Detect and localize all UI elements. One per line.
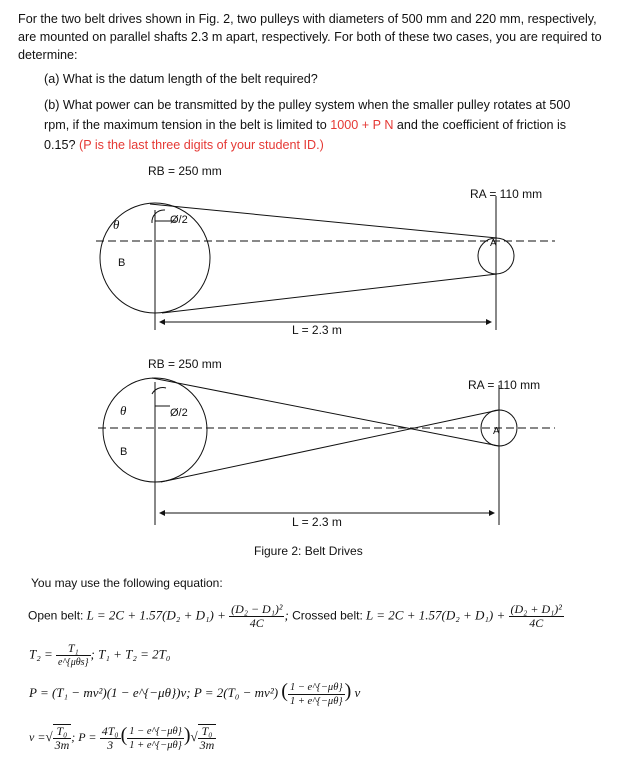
crossed-belt-label: Crossed belt: (292, 608, 363, 623)
open-belt-fraction (229, 603, 284, 630)
open-belt-den: 4C (249, 616, 264, 630)
p1-end: v (354, 685, 361, 700)
crossed-ra-label: RA = 110 mm (468, 378, 541, 392)
crossed-rb-label: RB = 250 mm (148, 357, 222, 371)
question-intro: For the two belt drives shown in Fig. 2, two pulleys with diameters of 500 mm and 220 mm, respectively, are mounted on parallel shafts 2.3 m apart, respectively. For both of these two cases, you are required to determine: (18, 12, 602, 62)
crossed-theta-label: θ (120, 403, 127, 418)
crossed-belt-fraction (509, 603, 564, 630)
belt-length-equations (28, 603, 564, 630)
t2-num: T₁ (56, 642, 90, 656)
p2-root-den: 3m (199, 738, 215, 753)
open-belt-num: (D₂ − D₁)² (231, 602, 283, 616)
crossed-length-label: L = 2.3 m (292, 515, 342, 529)
p2-coef-num: 4T₀ (101, 723, 119, 738)
p2-coef (100, 725, 121, 752)
v-fraction (53, 724, 72, 752)
open-halfphi-label: Ø/2 (170, 214, 188, 226)
open-length-label: L = 2.3 m (292, 323, 342, 337)
v-lhs: v = (29, 730, 46, 744)
t2-lhs: T₂ = (29, 646, 53, 662)
t2-den: e^{μθs} (58, 657, 89, 668)
t2-fraction (56, 642, 90, 669)
part-a: (a) What is the datum length of the belt required? (44, 72, 318, 86)
open-b-label: B (118, 257, 126, 269)
part-b-note: (P is the last three digits of your student ID.) (79, 138, 324, 152)
crossed-belt-formula: L = 2C + 1.57(D₂ + D₁) + (366, 607, 506, 623)
open-a-label: A (490, 238, 497, 249)
open-rb-label: RB = 250 mm (148, 164, 222, 178)
crossed-b-label: B (120, 446, 128, 458)
open-belt-drive (96, 196, 555, 330)
figure-caption: Figure 2: Belt Drives (254, 544, 363, 558)
crossed-angle-arc (152, 388, 166, 394)
p2-root-num: T₀ (198, 725, 217, 739)
v-den: 3m (54, 738, 70, 753)
open-belt-bottom (162, 274, 497, 313)
p1-den: 1 + e^{−μθ} (289, 695, 343, 707)
power-equation-1: P = (T₁ − mv²)(1 − e^{−μθ})v; P = 2(T₀ − mv²) ( $\frac{1 - e\^{}\{-\mu\theta\}}{1 + e\^{}\{-\mu\theta\}}$ ) v (29, 680, 361, 707)
v-num: T₀ (53, 725, 72, 739)
open-belt-formula: L = 2C + 1.57(D₂ + D₁) + (86, 607, 226, 623)
open-theta-label: θ (113, 217, 120, 232)
p1-formula: P = (T₁ − mv²)(1 − e^{−μθ})v; P = 2(T₀ − mv²) (29, 685, 279, 700)
p2-num: 1 − e^{−μθ} (129, 725, 182, 737)
power-equation-2: v =√ $\frac{\text{T₀}}{3m}$ ; P = $\frac{\text{4T₀}}{3}$ ( $\frac{1 - e\^{}\{-\mu\theta\}}{1 + e\^{}\{-\mu\theta\}}$ )√ $\frac{\text{T₀}}{3m}$ (29, 723, 215, 753)
equations-lead: You may use the following equation: (31, 576, 223, 590)
crossed-belt-num: (D₂ + D₁)² (510, 602, 562, 616)
part-b-start: (b) What power can be transmitted by the pulley system when the smaller pulley rotates at 500 rpm, if the maximum tension in the belt is limited to (44, 98, 571, 132)
crossed-a-label: A (493, 426, 500, 437)
p1-num: 1 − e^{−μθ} (289, 681, 343, 693)
p2-root (198, 724, 217, 752)
crossed-halfphi-label: Ø/2 (170, 407, 188, 419)
crossed-belt-drive (98, 378, 555, 525)
open-ra-label: RA = 110 mm (470, 187, 543, 201)
open-belt-label: Open belt: (28, 608, 84, 623)
p2-coef-den: 3 (107, 737, 114, 752)
open-belt-top (150, 204, 497, 238)
part-b-mid: and the coefficient of friction is 0.15? (44, 118, 567, 152)
tension-equation (29, 642, 170, 669)
p2-fraction (127, 725, 184, 752)
t-sum: ; T₁ + T₂ = 2T₀ (90, 646, 171, 662)
crossed-belt-2 (161, 410, 499, 482)
eq-sep: ; (284, 607, 289, 623)
part-b-tension: 1000 + P N (330, 118, 394, 132)
p2-lhs: ; P = (71, 730, 97, 744)
p1-fraction (288, 681, 345, 708)
p2-den: 1 + e^{−μθ} (129, 739, 182, 751)
crossed-belt-den: 4C (529, 616, 544, 630)
